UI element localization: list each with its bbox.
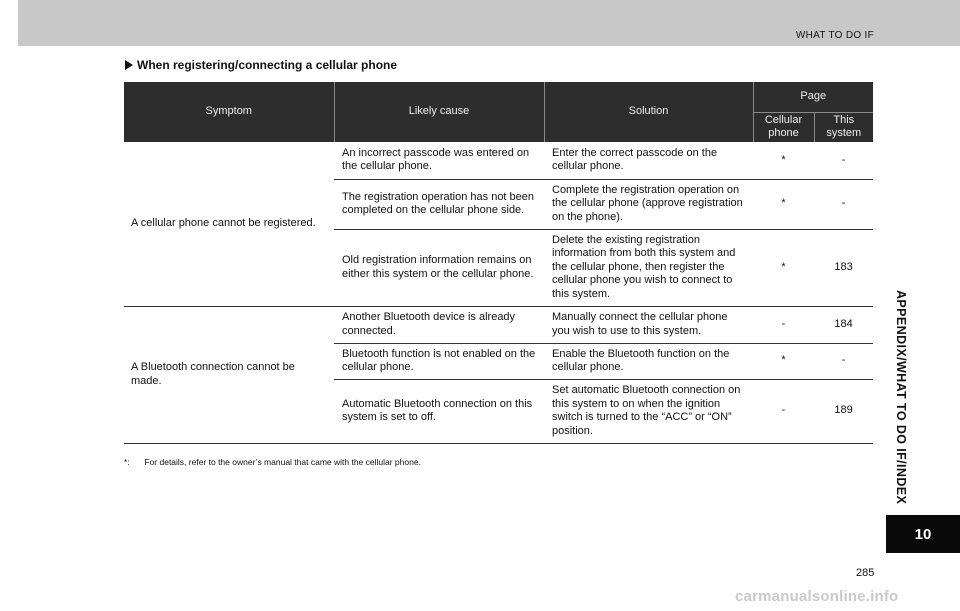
solution-cell: Enter the correct passcode on the cellular phone. [544,142,753,179]
page-number: 285 [856,567,875,579]
cause-cell: An incorrect passcode was entered on the cellular phone. [334,142,544,179]
page-system-cell: - [814,179,873,229]
table-row [124,142,873,179]
solution-cell: Complete the registration operation on the cellular phone (approve registration on the phone). [544,179,753,229]
symptom-cell: A cellular phone cannot be registered. [124,142,334,306]
solution-cell: Enable the Bluetooth function on the cellular phone. [544,343,753,379]
symptom-cell: A Bluetooth connection cannot be made. [124,306,334,443]
cause-cell: Automatic Bluetooth connection on this system is set to off. [334,379,544,443]
header-title: WHAT TO DO IF [795,30,874,41]
footnote [124,457,421,467]
page-system-cell: 184 [814,306,873,343]
page-cellular-cell: * [753,229,814,306]
page-cellular-cell: * [753,142,814,179]
header-page-system: This system [814,112,873,142]
solution-cell: Set automatic Bluetooth connection on this system to on when the ignition switch is turned to the “ACC” or “ON” position. [544,379,753,443]
page-system-cell: 183 [814,229,873,306]
section-heading-text: When registering/connecting a cellular phone [137,58,398,72]
header-page: Page [753,82,873,112]
header-symptom: Symptom [124,82,334,142]
table-row [124,306,873,343]
page-cellular-cell: - [753,379,814,443]
play-triangle-icon [125,60,133,70]
page-cellular-cell: * [753,179,814,229]
cause-cell: The registration operation has not been completed on the cellular phone side. [334,179,544,229]
watermark: carmanualsonline.info [735,588,899,605]
troubleshooting-table [124,82,873,444]
page-system-cell: - [814,343,873,379]
solution-cell: Delete the existing registration information from both this system and the cellular phone, then register the cellular phone you wish to connect to this system. [544,229,753,306]
side-tab-label: APPENDIX/WHAT TO DO IF/INDEX [894,290,908,505]
page-system-cell: - [814,142,873,179]
cause-cell: Another Bluetooth device is already connected. [334,306,544,343]
footnote-mark: *: [124,457,130,467]
page-cellular-cell: - [753,306,814,343]
cause-cell: Old registration information remains on either this system or the cellular phone. [334,229,544,306]
chapter-badge[interactable]: 10 [886,515,960,553]
cause-cell: Bluetooth function is not enabled on the cellular phone. [334,343,544,379]
page-cellular-cell: * [753,343,814,379]
header-solution: Solution [544,82,753,142]
footnote-text: For details, refer to the owner’s manual that came with the cellular phone. [144,457,421,467]
page-system-cell: 189 [814,379,873,443]
solution-cell: Manually connect the cellular phone you wish to use to this system. [544,306,753,343]
header-page-cellular: Cellular phone [753,112,814,142]
header-likely-cause: Likely cause [334,82,544,142]
section-heading [125,58,397,72]
